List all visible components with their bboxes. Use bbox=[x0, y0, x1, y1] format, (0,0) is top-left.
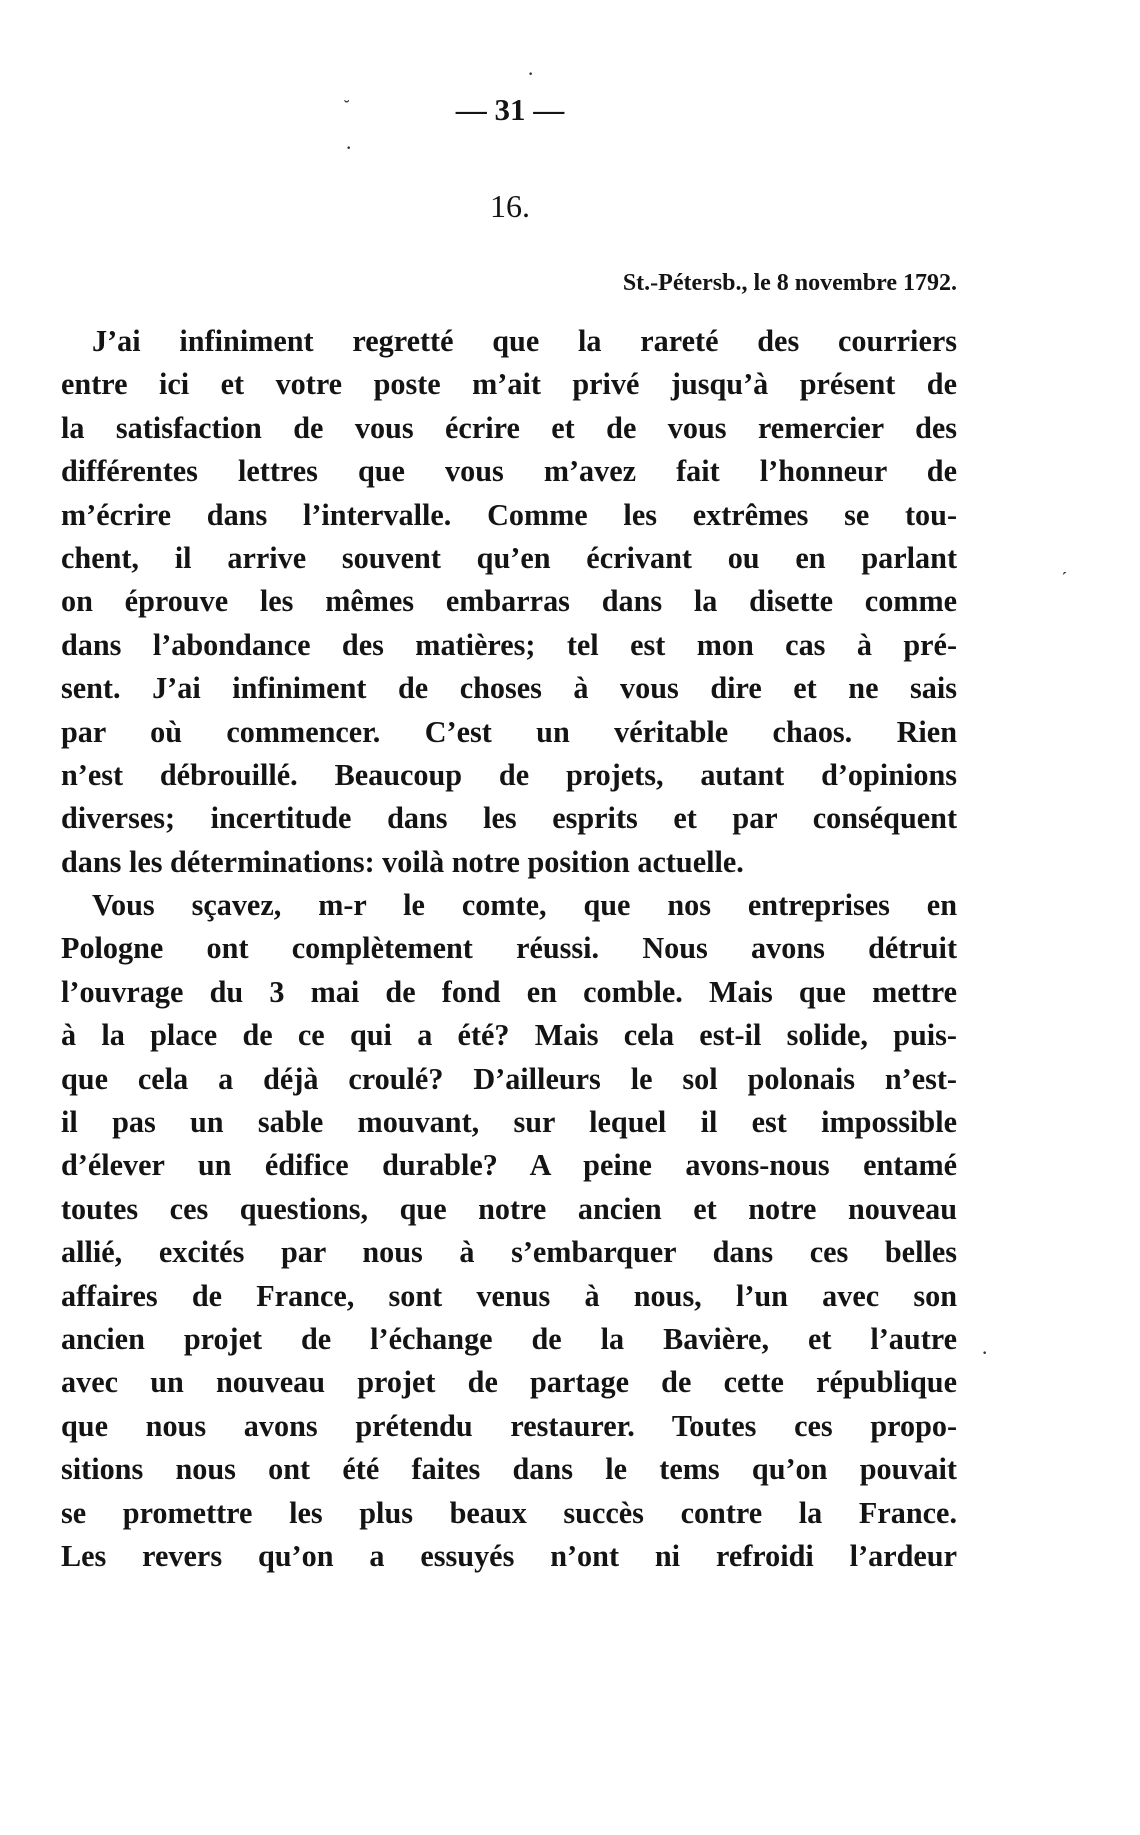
text-line: que cela a déjà croulé? D’ailleurs le sol polonais n’est- bbox=[61, 1061, 957, 1096]
text-line: la satisfaction de vous écrire et de vous remercier des bbox=[61, 410, 957, 445]
letter-number: 16. bbox=[490, 188, 530, 224]
scan-speck: · bbox=[982, 1345, 988, 1362]
text-line: sent. J’ai infiniment de choses à vous dire et ne sais bbox=[61, 671, 957, 706]
text-line: Vous sçavez, m-r le comte, que nos entreprises en bbox=[92, 888, 957, 923]
text-line: dans l’abondance des matières; tel est mon cas à pré- bbox=[61, 627, 957, 662]
text-line: allié, excités par nous à s’embarquer dans ces belles bbox=[61, 1235, 957, 1270]
letter-body bbox=[61, 320, 957, 1578]
dateline: St.-Pétersb., le 8 novembre 1792. bbox=[622, 270, 957, 296]
text-line: il pas un sable mouvant, sur lequel il est impossible bbox=[61, 1105, 957, 1140]
text-line: se promettre les plus beaux succès contre la France. bbox=[61, 1495, 957, 1530]
text-line: par où commencer. C’est un véritable chaos. Rien bbox=[61, 714, 957, 749]
text-line: n’est débrouillé. Beaucoup de projets, autant d’opinions bbox=[61, 757, 957, 792]
scan-speck: · bbox=[528, 66, 534, 83]
text-line: l’ouvrage du 3 mai de fond en comble. Mais que mettre bbox=[61, 974, 957, 1009]
text-line: différentes lettres que vous m’avez fait l’honneur de bbox=[61, 454, 957, 489]
text-line: ancien projet de l’échange de la Bavière, et l’autre bbox=[61, 1321, 957, 1356]
text-line: entre ici et votre poste m’ait privé jusqu’à présent de bbox=[61, 367, 957, 402]
text-line: toutes ces questions, que notre ancien et notre nouveau bbox=[61, 1191, 957, 1226]
text-line: affaires de France, sont venus à nous, l’un avec son bbox=[61, 1278, 957, 1313]
text-line: sitions nous ont été faites dans le tems qu’on pouvait bbox=[61, 1452, 957, 1487]
text-line: d’élever un édifice durable? A peine avons-nous entamé bbox=[61, 1148, 957, 1183]
scan-speck: · bbox=[346, 140, 352, 157]
text-line: diverses; incertitude dans les esprits et par conséquent bbox=[61, 801, 957, 836]
scan-speck: ˏ bbox=[1062, 558, 1068, 575]
text-line: Les revers qu’on a essuyés n’ont ni refroidi l’ardeur bbox=[61, 1538, 957, 1573]
scan-speck: ˘ bbox=[344, 98, 350, 115]
text-line: on éprouve les mêmes embarras dans la disette comme bbox=[61, 584, 957, 619]
text-line: J’ai infiniment regretté que la rareté des courriers bbox=[92, 324, 957, 358]
text-line: dans les déterminations: voilà notre position actuelle. bbox=[61, 844, 744, 879]
text-line: avec un nouveau projet de partage de cette république bbox=[61, 1365, 957, 1400]
text-line: m’écrire dans l’intervalle. Comme les extrêmes se tou- bbox=[61, 497, 957, 532]
text-line: que nous avons prétendu restaurer. Toutes ces propo- bbox=[61, 1408, 957, 1443]
text-line: Pologne ont complètement réussi. Nous avons détruit bbox=[61, 931, 957, 966]
text-line: chent, il arrive souvent qu’en écrivant ou en parlant bbox=[61, 540, 957, 575]
text-line: à la place de ce qui a été? Mais cela est-il solide, puis- bbox=[61, 1018, 957, 1053]
page-number: — 31 — bbox=[455, 92, 565, 127]
